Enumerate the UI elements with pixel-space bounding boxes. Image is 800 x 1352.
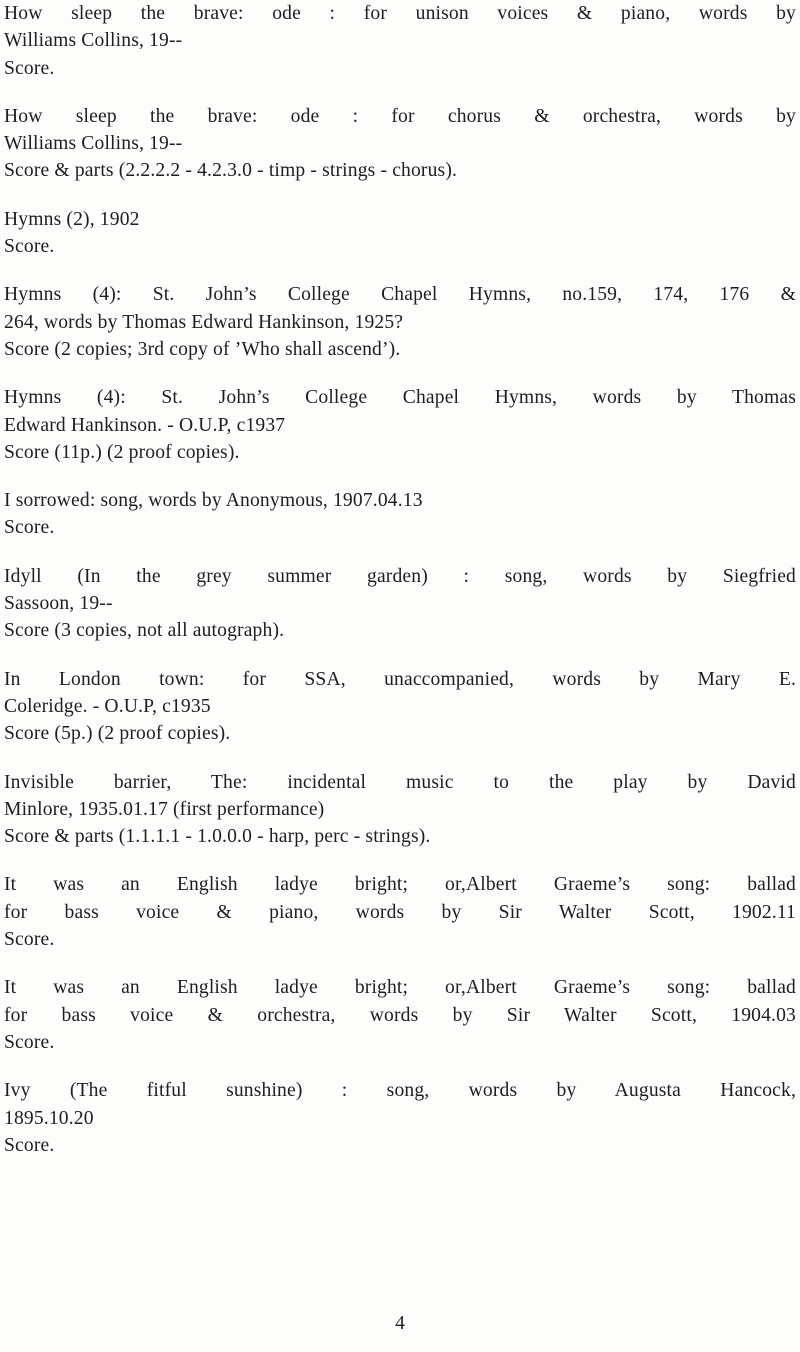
catalogue-entry	[4, 871, 796, 953]
entry-line: Idyll (In the grey summer garden) : song, words by Siegfried	[4, 565, 796, 587]
entry-line: I sorrowed: song, words by Anonymous, 1907.04.13	[4, 490, 423, 512]
catalogue-entry	[4, 0, 796, 82]
catalogue-entry	[4, 1077, 796, 1159]
entry-line: It was an English ladye bright; or,Albert Graeme’s song: ballad	[4, 874, 796, 896]
entry-line: Score (5p.) (2 proof copies).	[4, 723, 231, 745]
entry-line: for bass voice & piano, words by Sir Walter Scott, 1902.11	[4, 901, 796, 923]
entry-line: Score.	[4, 929, 55, 951]
entry-line: Score (11p.) (2 proof copies).	[4, 441, 240, 463]
entry-line: Williams Collins, 19--	[4, 30, 183, 52]
entry-line: for bass voice & orchestra, words by Sir Walter Scott, 1904.03	[4, 1004, 796, 1026]
entry-line: How sleep the brave: ode : for chorus & orchestra, words by	[4, 105, 796, 127]
entry-line: Score.	[4, 1031, 55, 1053]
entry-line: Score (3 copies, not all autograph).	[4, 620, 285, 642]
entry-line: Minlore, 1935.01.17 (first performance)	[4, 798, 325, 820]
catalogue-entry	[4, 974, 796, 1056]
entry-line: Hymns (2), 1902	[4, 208, 140, 230]
entry-line: 264, words by Thomas Edward Hankinson, 1925?	[4, 311, 404, 333]
catalogue-entry	[4, 563, 796, 645]
entry-line: Score.	[4, 236, 55, 258]
catalogue-entry	[4, 281, 796, 363]
entry-line: Score.	[4, 1134, 55, 1156]
catalogue-entry	[4, 206, 796, 261]
entry-line: Invisible barrier, The: incidental music to the play by David	[4, 771, 796, 793]
entry-line: Score (2 copies; 3rd copy of ’Who shall ascend’).	[4, 338, 401, 360]
entry-line: Sassoon, 19--	[4, 593, 113, 615]
entry-line: Hymns (4): St. John’s College Chapel Hymns, no.159, 174, 176 &	[4, 284, 796, 306]
entry-line: Williams Collins, 19--	[4, 133, 183, 155]
entry-line: Coleridge. - O.U.P, c1935	[4, 695, 211, 717]
entry-line: Score & parts (1.1.1.1 - 1.0.0.0 - harp, perc - strings).	[4, 826, 431, 848]
entry-line: Ivy (The fitful sunshine) : song, words by Augusta Hancock,	[4, 1080, 796, 1102]
entry-line: Edward Hankinson. - O.U.P, c1937	[4, 414, 286, 436]
entry-line: It was an English ladye bright; or,Albert Graeme’s song: ballad	[4, 977, 796, 999]
entry-line: 1895.10.20	[4, 1107, 94, 1129]
entry-line: How sleep the brave: ode : for unison voices & piano, words by	[4, 3, 796, 24]
catalogue-entry	[4, 103, 796, 185]
entry-line: Score & parts (2.2.2.2 - 4.2.3.0 - timp - strings - chorus).	[4, 160, 458, 182]
entry-line: Score.	[4, 517, 55, 539]
catalogue-entry	[4, 384, 796, 466]
page-number: 4	[395, 1313, 405, 1334]
catalogue-entry	[4, 666, 796, 748]
entry-line: Score.	[4, 57, 55, 79]
catalogue-entry	[4, 487, 796, 542]
catalogue-entry-list	[4, 0, 796, 1159]
entry-line: In London town: for SSA, unaccompanied, words by Mary E.	[4, 668, 796, 690]
entry-line: Hymns (4): St. John’s College Chapel Hymns, words by Thomas	[4, 387, 796, 409]
catalogue-entry	[4, 769, 796, 851]
